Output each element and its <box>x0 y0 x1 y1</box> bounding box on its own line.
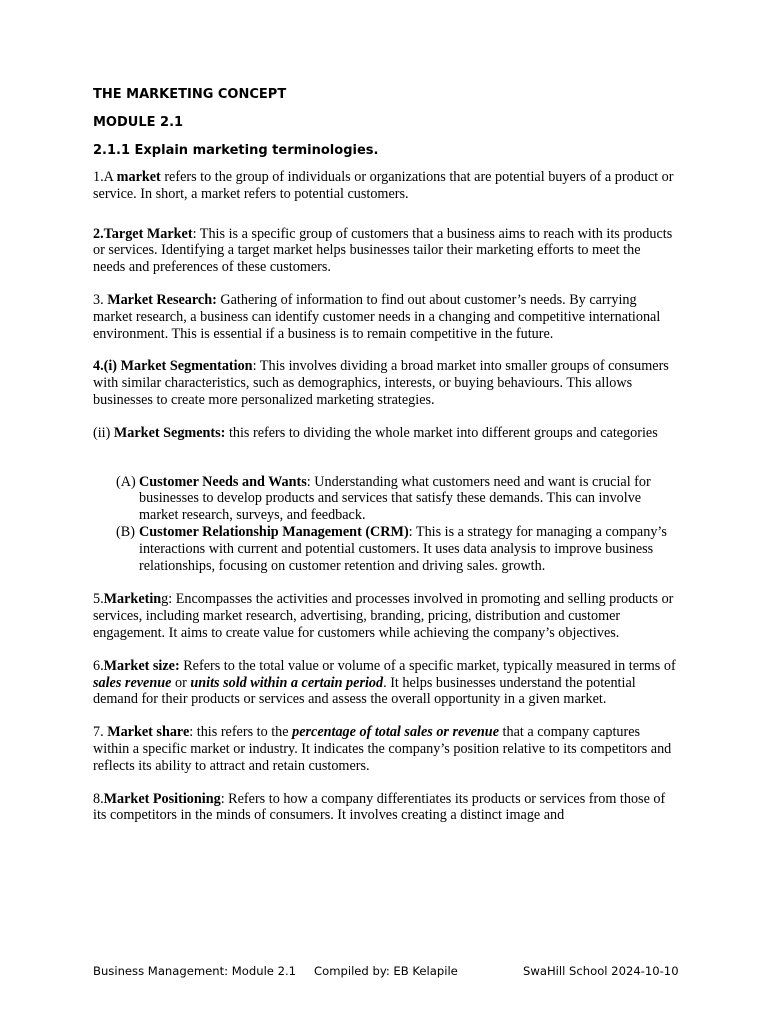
emphasis-percentage: percentage of total sales or revenue <box>292 724 499 741</box>
term-target-market: 2.Target Market <box>93 225 193 242</box>
definition-market <box>93 169 676 203</box>
definition-market-segments <box>93 425 676 442</box>
definition-text: g: Encompasses the activities and processes involved in promoting and selling products or services, including market research, advertising, branding, pricing, distribution and customer engagement. It aims to create value for customers while achieving the company’s objectives. <box>93 591 674 641</box>
term-market-positioning: Market Positioning <box>103 790 221 807</box>
definition-market-share <box>93 724 676 774</box>
list-item <box>116 474 676 524</box>
item-number: 8. <box>93 790 104 807</box>
definition-text: : Refers to how a company differentiates its products or services from those of its competitors in the minds of consumers. It involves creating a distinct image and <box>93 790 666 824</box>
term-market-share: Market share <box>107 724 190 741</box>
term-market-research: Market Research: <box>107 291 217 308</box>
definition-marketing <box>93 591 676 641</box>
item-number: 6. <box>93 657 104 674</box>
item-number: 7. <box>93 724 108 741</box>
definition-market-segmentation <box>93 358 676 408</box>
definition-market-research <box>93 292 676 342</box>
term-crm: Customer Relationship Management (CRM) <box>139 523 409 540</box>
definition-text: : this refers to the <box>189 724 293 741</box>
definition-target-market <box>93 226 676 276</box>
document-page <box>93 86 676 840</box>
definition-text: : This is a specific group of customers that a business aims to reach with its products or services. Identifying a target market helps businesses tailor their marketing efforts to meet the needs and preferences of these customers. <box>93 225 673 276</box>
list-item-text <box>139 474 676 524</box>
module-heading: MODULE 2.1 <box>93 115 184 130</box>
definition-text: : This involves dividing a broad market into smaller groups of consumers with similar characteristics, such as demographics, interests, or buying behaviours. This allows businesses to create more personalized marketing strategies. <box>93 358 669 408</box>
emphasis-sales-revenue: sales revenue <box>93 674 172 691</box>
document-title: THE MARKETING CONCEPT <box>93 87 287 102</box>
definition-text: : Understanding what customers need and want is crucial for businesses to develop products and services that satisfy these demands. This can involve market research, surveys, and feedback. <box>139 473 651 524</box>
list-item-text <box>139 524 676 574</box>
definition-text: or <box>171 674 191 691</box>
footer-course: Business Management: Module 2.1 <box>93 964 297 978</box>
item-number: 3. <box>93 291 108 308</box>
definition-market-positioning <box>93 791 676 825</box>
term-marketing: Marketin <box>103 591 162 608</box>
list-marker: (A) <box>116 473 136 490</box>
term-market-size: Market size: <box>103 657 180 674</box>
item-number: (ii) <box>93 424 114 441</box>
definition-text: that a company captures within a specific market or industry. It indicates the company’s position relative to its competitors and reflects its ability to attract and retain customers. <box>93 724 672 774</box>
list-item <box>116 524 676 574</box>
sub-list <box>93 474 676 575</box>
item-number: 5. <box>93 591 104 608</box>
footer-author: Compiled by: EB Kelapile <box>314 964 458 978</box>
list-marker: (B) <box>116 523 135 540</box>
definition-text: Gathering of information to find out about customer’s needs. By carrying market research, a business can identify customer needs in a changing and competitive international environment. This is essential if a business is to remain competitive in the future. <box>93 291 661 342</box>
item-number: 1.A <box>93 169 117 185</box>
footer-school-date: SwaHill School 2024-10-10 <box>523 964 679 978</box>
term-market-segments: Market Segments: <box>113 424 226 441</box>
emphasis-units-sold: units sold within a certain period <box>190 674 384 691</box>
term-market-segmentation: 4.(i) Market Segmentation <box>93 358 253 375</box>
section-heading: 2.1.1 Explain marketing terminologies. <box>93 143 379 158</box>
term-customer-needs: Customer Needs and Wants <box>139 473 307 490</box>
term-market: market <box>116 169 161 185</box>
definition-market-size <box>93 658 676 708</box>
definition-text: . It helps businesses understand the potential demand for their products or services and assess the overall opportunity in a given market. <box>93 674 636 708</box>
definition-text: this refers to dividing the whole market into different groups and categories <box>225 424 658 441</box>
definition-text: refers to the group of individuals or organizations that are potential buyers of a product or service. In short, a market refers to potential customers. <box>93 169 674 202</box>
definition-text: : This is a strategy for managing a company’s interactions with current and potential customers. It uses data analysis to improve business relationships, focusing on customer retention and driving sales. growth. <box>139 523 667 574</box>
definition-text: Refers to the total value or volume of a specific market, typically measured in terms of <box>179 657 676 674</box>
